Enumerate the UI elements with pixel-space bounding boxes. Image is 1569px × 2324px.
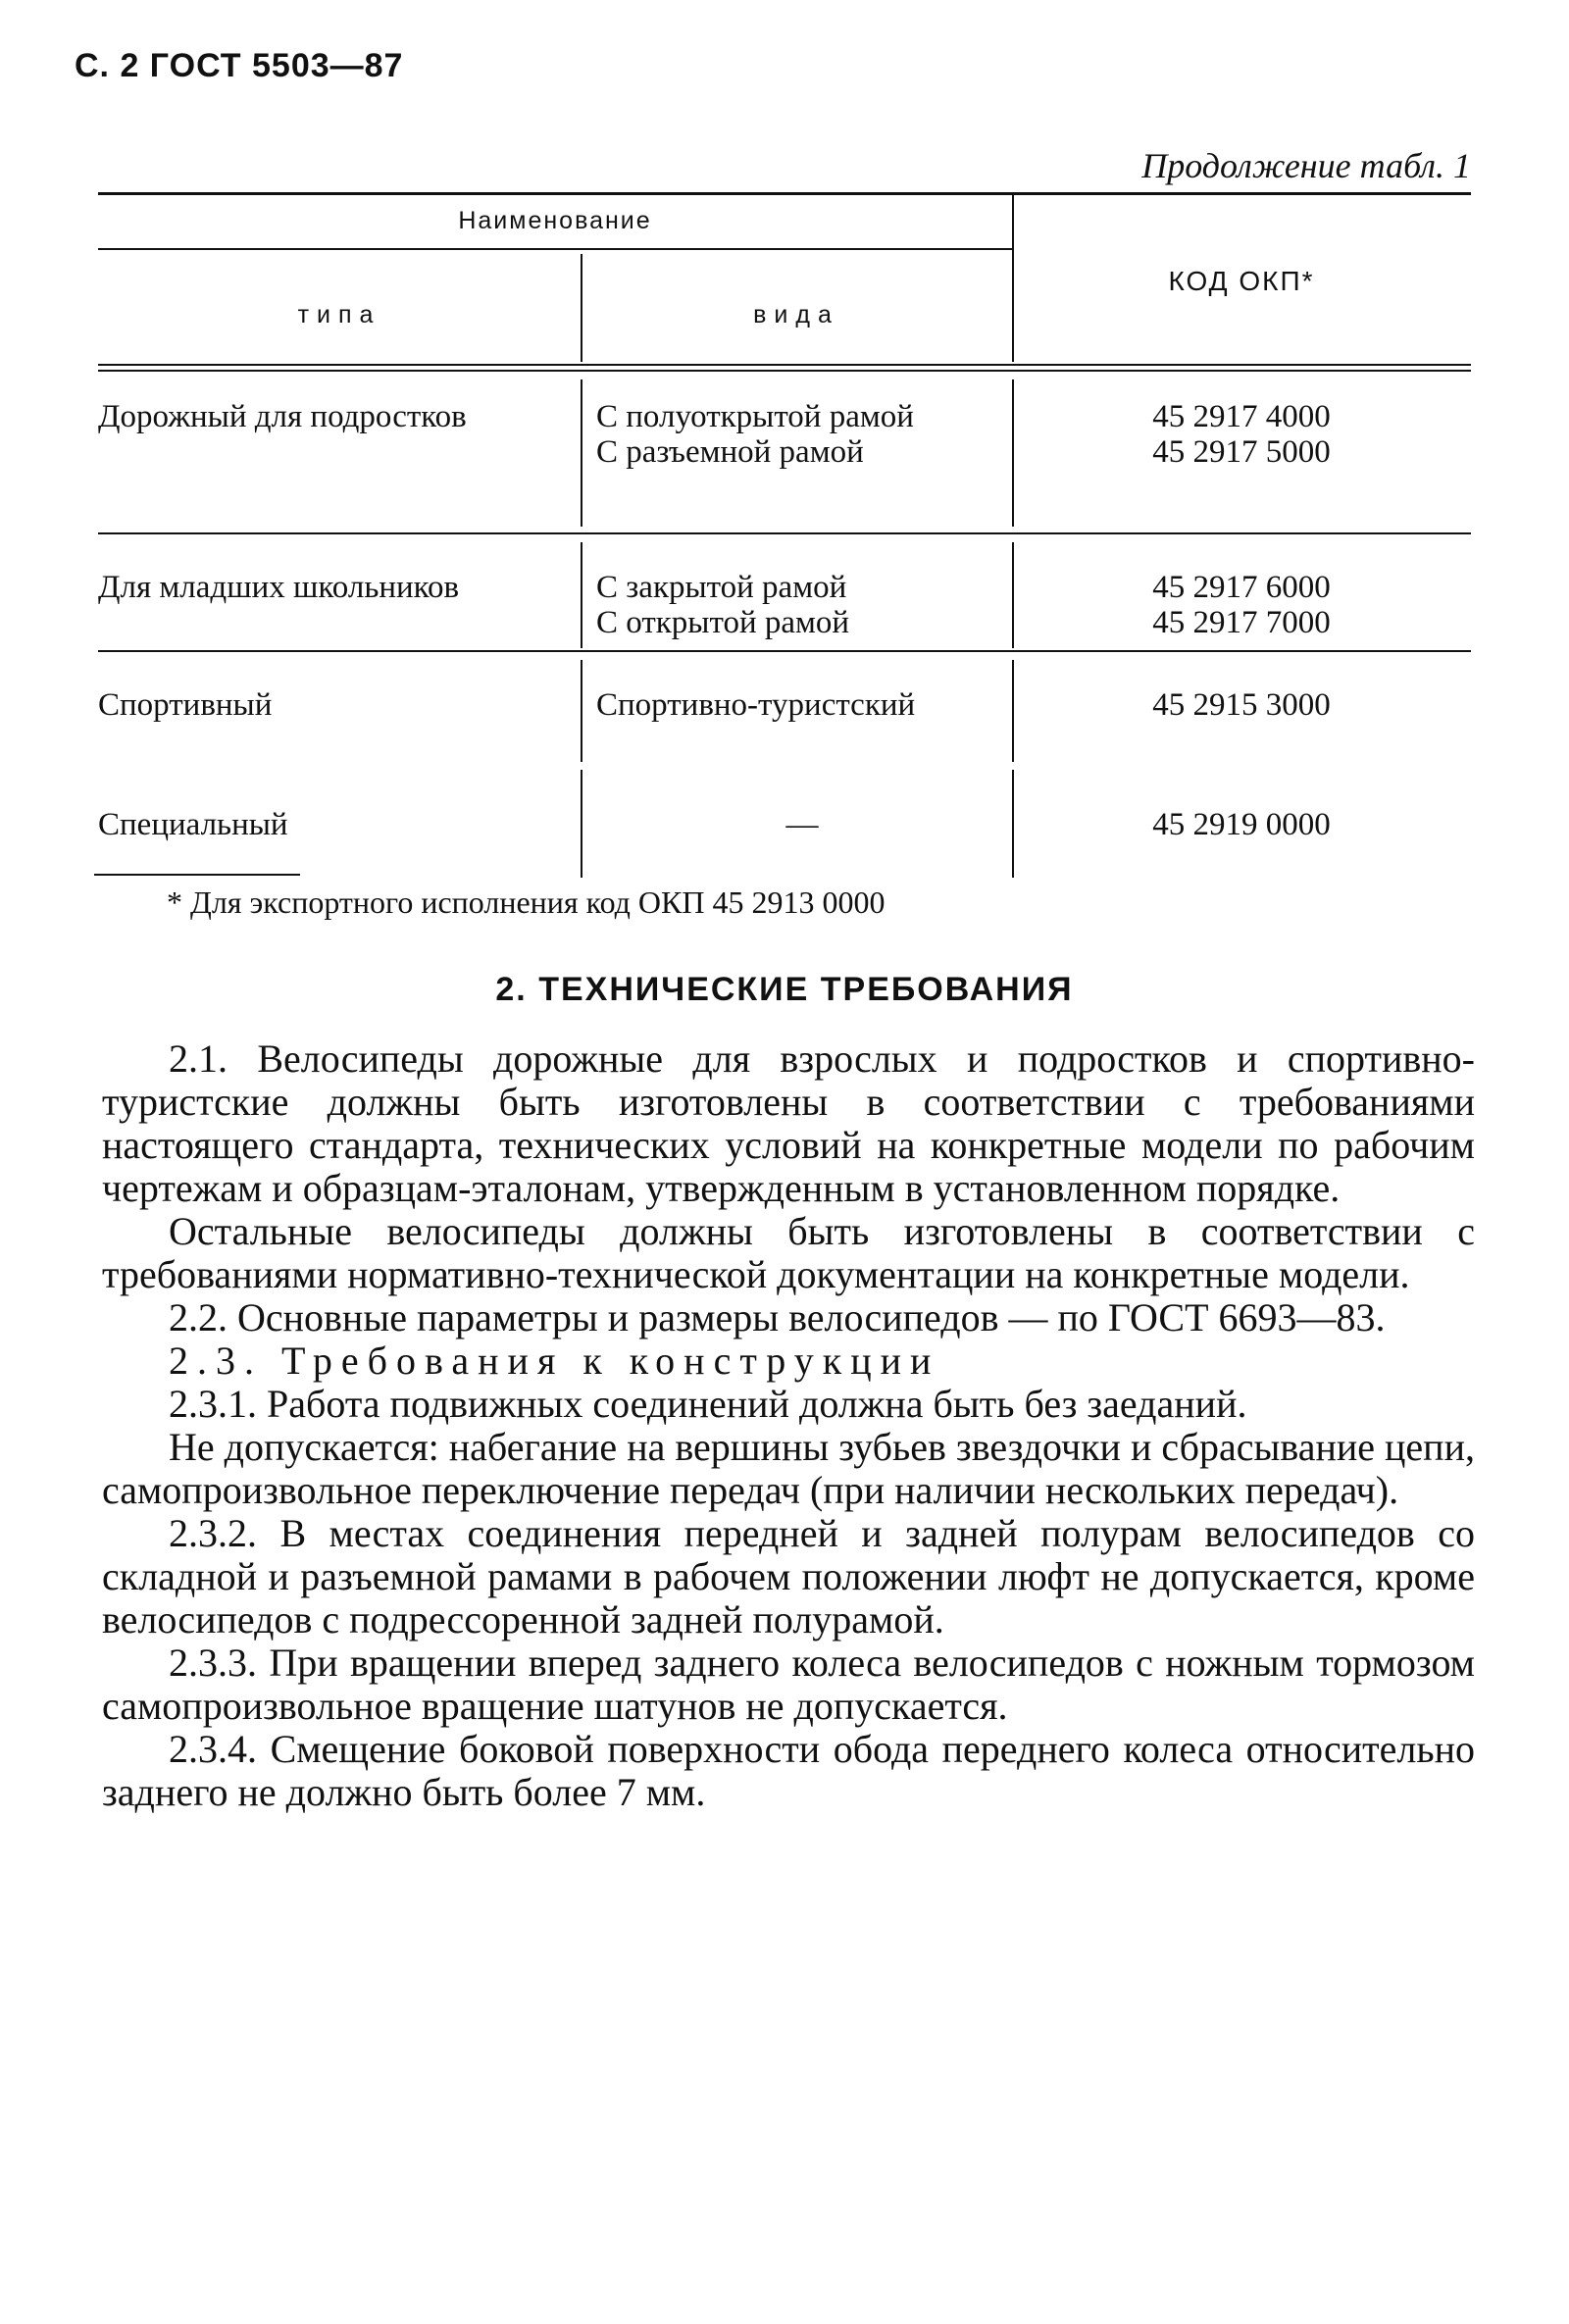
table-header [98,195,1471,364]
row-code: 45 2915 3000 [1152,687,1331,723]
col-divider [1012,660,1014,762]
row-kind: С разъемной рамой [596,434,864,470]
col-divider [581,542,582,648]
col-divider [581,770,582,878]
subsection-heading: 2.3. Требования к конструкции [169,1339,940,1383]
header-code: КОД ОКП* [1168,266,1315,296]
running-head: С. 2 ГОСТ 5503—87 [75,47,404,84]
paragraph: 2.3.1. Работа подвижных соединений должна быть без заеданий. [169,1382,1247,1426]
row-kind: — [785,807,819,842]
col-divider [1012,542,1014,648]
row-kind: С полуоткрытой рамой [596,399,914,434]
header-double-rule [98,364,1471,372]
table-row [98,534,1471,650]
col-divider [1012,770,1014,878]
header-subrule [98,248,1012,250]
col-divider [581,660,582,762]
footnote-rule [94,874,300,876]
col-divider [1012,379,1014,527]
paragraph: Остальные велосипеды должны быть изготовлены в соответствии с требованиями нормативно-технической документации на конкретные модели. [102,1209,1475,1296]
table-row [98,652,1471,770]
paragraph: 2.3.3. При вращении вперед заднего колеса велосипедов с ножным тормозом самопроизвольное вращение шатунов не допускается. [102,1641,1475,1728]
table-footnote: * Для экспортного исполнения код ОКП 45 2913 0000 [167,884,886,920]
okp-code-table [98,192,1471,880]
paragraph: 2.2. Основные параметры и размеры велосипедов — по ГОСТ 6693—83. [169,1295,1386,1339]
table-row [98,770,1471,880]
header-divider-1 [581,254,582,362]
row-kind: С открытой рамой [596,605,850,640]
header-kind: вида [753,301,839,328]
table-continuation-label: Продолжение табл. 1 [1141,146,1471,185]
row-type: Спортивный [98,687,273,723]
row-kind: Спортивно-туристский [596,687,916,723]
section-heading: 2. ТЕХНИЧЕСКИЕ ТРЕБОВАНИЯ [495,971,1074,1008]
row-type: Дорожный для подростков [98,399,467,434]
paragraph: 2.3.4. Смещение боковой поверхности обода переднего колеса относительно заднего не должно быть более 7 мм. [102,1727,1475,1814]
row-code: 45 2917 6000 [1152,570,1331,605]
row-code: 45 2919 0000 [1152,807,1331,842]
row-code: 45 2917 4000 [1152,399,1331,434]
paragraph: 2.3.2. В местах соединения передней и задней полурам велосипедов со складной и разъемной рамами в рабочем положении люфт не допускается, кроме велосипедов с подрессоренной задней полурамой. [102,1511,1475,1642]
table-row [98,372,1471,532]
section-body [102,1037,1475,1814]
header-divider-2 [1012,195,1014,362]
paragraph: 2.1. Велосипеды дорожные для взрослых и подростков и спортивно-туристские должны быть изготовлены в соответствии с требованиями настоящего стандарта, технических условий на конкретные модели по рабочим чертежам и образцам-эталонам, утвержденным в установленном порядке. [102,1036,1475,1210]
col-divider [581,379,582,527]
row-code: 45 2917 5000 [1152,434,1331,470]
header-name: Наименование [458,207,652,234]
row-kind: С закрытой рамой [596,570,847,605]
paragraph: Не допускается: набегание на вершины зубьев звездочки и сбрасывание цепи, самопроизвольное переключение передач (при наличии нескольких передач). [102,1425,1475,1512]
row-type: Специальный [98,807,288,842]
row-code: 45 2917 7000 [1152,605,1331,640]
header-type: типа [297,301,381,328]
row-type: Для младших школьников [98,570,460,605]
